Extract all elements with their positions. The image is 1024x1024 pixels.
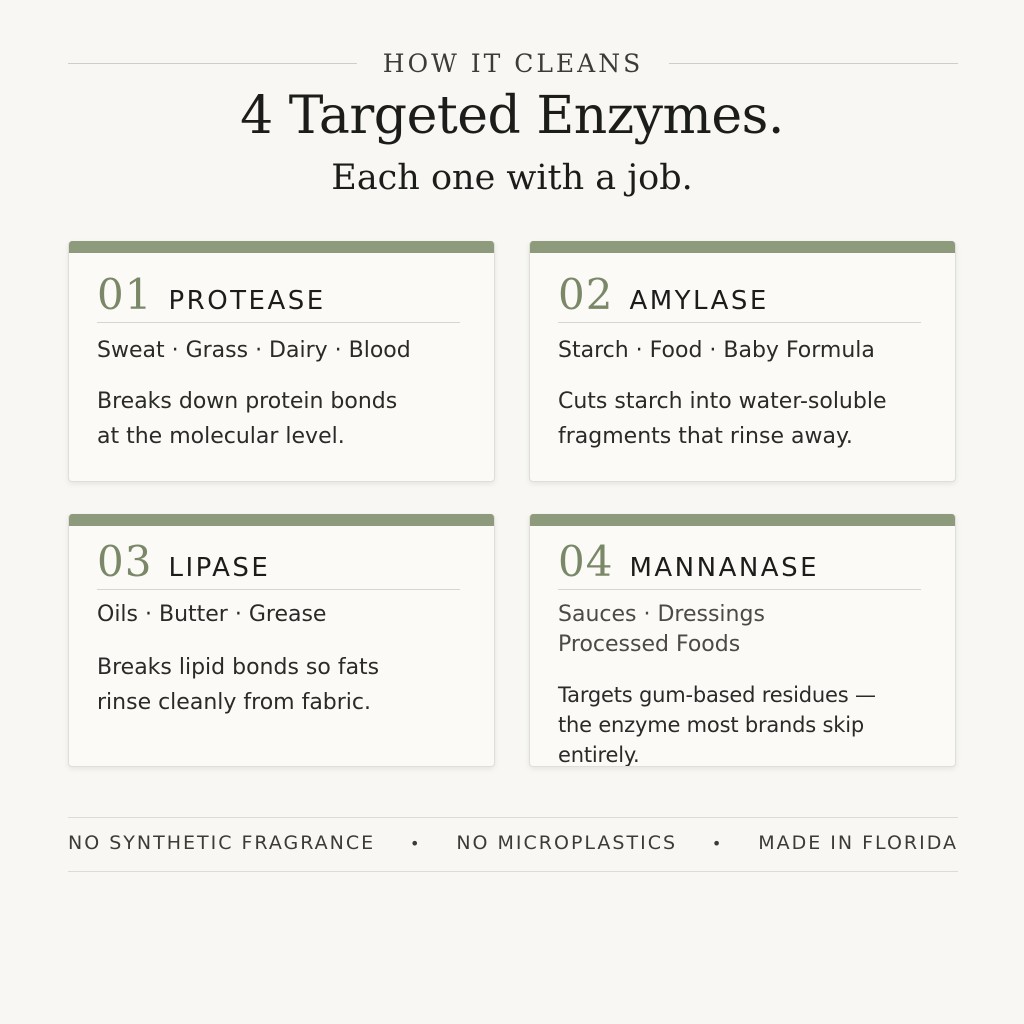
footer-claim-origin: MADE IN FLORIDA xyxy=(758,832,958,854)
enzyme-card-lipase xyxy=(68,514,495,767)
enzyme-card-amylase xyxy=(529,241,956,482)
card-tags: Sauces · Dressings Processed Foods xyxy=(558,602,765,657)
card-accent-bar xyxy=(530,241,955,253)
card-number: 02 xyxy=(558,270,614,319)
eyebrow-rule-left xyxy=(68,63,357,64)
subheadline: Each one with a job. xyxy=(331,158,693,198)
card-header xyxy=(97,537,460,590)
card-accent-bar xyxy=(69,241,494,253)
card-accent-bar xyxy=(69,514,494,526)
enzyme-card-mannanase xyxy=(529,514,956,767)
card-title: LIPASE xyxy=(168,553,271,583)
eyebrow-label: HOW IT CLEANS xyxy=(382,48,644,78)
footer-claims xyxy=(68,828,958,858)
headline: 4 Targeted Enzymes. xyxy=(240,86,784,146)
card-title: MANNANASE xyxy=(629,553,820,583)
card-number: 01 xyxy=(97,270,153,319)
card-description: Targets gum-based residues — the enzyme most brands skip entirely. xyxy=(558,683,876,767)
card-tags: Starch · Food · Baby Formula xyxy=(558,338,875,363)
section-eyebrow xyxy=(68,46,958,80)
card-description: Breaks down protein bonds at the molecular level. xyxy=(97,389,398,449)
footer-rule-top xyxy=(68,817,958,818)
card-title: PROTEASE xyxy=(168,286,326,316)
footer-rule-bottom xyxy=(68,871,958,872)
card-header xyxy=(558,270,921,323)
footer-claim-fragrance: NO SYNTHETIC FRAGRANCE xyxy=(68,832,376,854)
footer-claim-microplastics: NO MICROPLASTICS xyxy=(456,832,678,854)
card-header xyxy=(97,270,460,323)
footer-separator: • xyxy=(410,833,422,853)
card-description: Cuts starch into water-soluble fragments that rinse away. xyxy=(558,389,887,449)
footer-separator: • xyxy=(711,833,724,853)
enzyme-card-protease xyxy=(68,241,495,482)
card-header xyxy=(558,537,921,590)
eyebrow-rule-right xyxy=(669,63,958,64)
card-number: 04 xyxy=(558,537,614,586)
card-description: Breaks lipid bonds so fats rinse cleanly from fabric. xyxy=(97,655,380,715)
card-accent-bar xyxy=(530,514,955,526)
card-tags: Oils · Butter · Grease xyxy=(97,602,327,627)
card-tags: Sweat · Grass · Dairy · Blood xyxy=(97,338,411,363)
card-number: 03 xyxy=(97,537,153,586)
card-title: AMYLASE xyxy=(629,286,769,316)
